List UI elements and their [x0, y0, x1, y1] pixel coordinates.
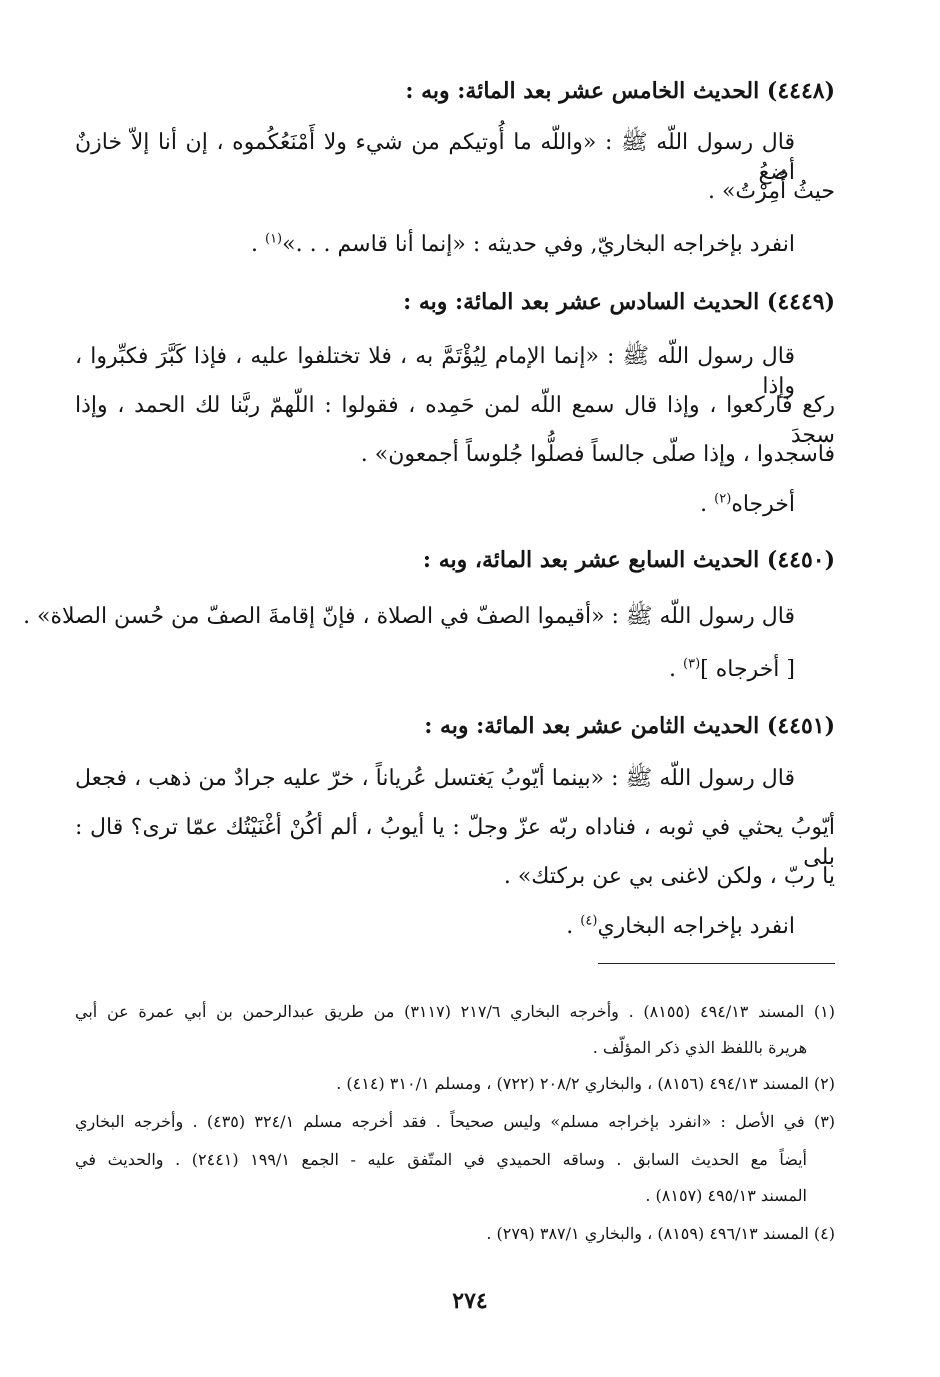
footnote-4-line-1: (٤) المسند ٤٩٦/١٣ (٨١٥٩) ، والبخاري ٣٨٧/١ (٢٧٩) . [486, 1224, 835, 1243]
hadith-4448-note-end: . [250, 232, 265, 257]
hadith-4451-note-end: . [566, 914, 581, 939]
footnote-3-line-2: أيضاً مع الحديث السابق . وساقه الحميدي في المتّفق عليه - الجمع ١٩٩/١ (٢٤٤١) . والحديث في [75, 1150, 807, 1169]
hadith-4451-note-text: انفرد بإخراجه البخاري [597, 914, 795, 939]
hadith-4451-heading: (٤٤٥١) الحديث الثامن عشر بعد المائة: وبه : [424, 713, 835, 739]
hadith-4448-heading: (٤٤٤٨) الحديث الخامس عشر بعد المائة: وبه : [405, 78, 835, 104]
hadith-4449-text-line-2: ركع فاركعوا ، وإذا قال سمع اللّه لمن حَمِده ، فقولوا : اللّهمّ ربَّنا لك الحمد ، وإذا سجدَ [75, 393, 835, 448]
footnote-1-line-2: هريرة باللفظ الذي ذكر المؤلّف . [592, 1038, 807, 1057]
hadith-4451-text-line-1: قال رسول اللّه ﷺ : «بينما أيّوبُ يَغتسل عُرياناً ، خرّ عليه جرادٌ من ذهب ، فجعل [75, 766, 795, 791]
footnote-2-line-1: (٢) المسند ٤٩٤/١٣ (٨١٥٦) ، والبخاري ٢٠٨/٢ (٧٢٢) ، ومسلم ٣١٠/١ (٤١٤) . [336, 1074, 835, 1093]
hadith-4449-heading: (٤٤٤٩) الحديث السادس عشر بعد المائة: وبه : [403, 289, 835, 315]
hadith-4449-note-text: أخرجاه [731, 492, 795, 517]
hadith-4451-note [75, 912, 835, 942]
footnote-separator [598, 963, 835, 964]
footnote-3-line-3: المسند ٤٩٥/١٣ (٨١٥٧) . [645, 1186, 807, 1205]
hadith-4448-text-line-2: حيثُ أُمِرْتُ» . [707, 179, 835, 204]
hadith-4450-note-text: [ أخرجاه ] [700, 657, 795, 682]
hadith-4449-text-line-3: فاسجدوا ، وإذا صلّى جالساً فصلُّوا جُلوساً أجمعون» . [360, 442, 835, 467]
hadith-4448-text-line-1: قال رسول اللّه ﷺ : «واللّه ما أُوتيكم من شيء ولا أَمْنَعُكُموه ، إن أنا إلاّ خازنٌ أضعُ [75, 130, 795, 185]
hadith-4448-note [75, 230, 835, 260]
hadith-4449-note-end: . [700, 492, 715, 517]
hadith-4449-text-line-1: قال رسول اللّه ﷺ : «إنما الإمام لِيُؤْتَمَّ به ، فلا تختلفوا عليه ، فإذا كَبَّرَ فكبِّروا ، وإذا [75, 344, 795, 399]
footnote-ref-3[interactable]: (٣) [683, 656, 701, 672]
footnote-ref-2[interactable]: (٢) [714, 491, 732, 507]
hadith-4450-text-line-1: قال رسول اللّه ﷺ : «أقيموا الصفّ في الصلاة ، فإنّ إقامةَ الصفّ من حُسن الصلاة» . [23, 604, 795, 629]
hadith-4451-text-line-2: أيّوبُ يحثي في ثوبه ، فناداه ربّه عزّ وجلّ : يا أيوبُ ، ألم أكُنْ أغْنَيْتُك عمّا ترى؟ قال : بلى [75, 815, 835, 870]
hadith-4450-heading: (٤٤٥٠) الحديث السابع عشر بعد المائة، وبه : [422, 547, 835, 573]
hadith-4450-note-end: . [669, 657, 684, 682]
hadith-4449-note [75, 490, 835, 520]
footnote-3-line-1: (٣) في الأصل : «انفرد بإخراجه مسلم» وليس صحيحاً . فقد أخرجه مسلم ٣٢٤/١ (٤٣٥) . وأخرجه البخاري [75, 1112, 836, 1131]
hadith-4450-note [75, 655, 835, 685]
footnote-ref-1[interactable]: (١) [264, 231, 283, 247]
hadith-4448-note-text: انفرد بإخراجه البخاريّ, وفي حديثه : «إنما أنا قاسم . . .» [282, 232, 795, 257]
hadith-4451-text-line-3: يا ربّ ، ولكن لاغنى بي عن بركتك» . [503, 864, 835, 889]
footnote-1-line-1: (١) المسند ٤٩٤/١٣ (٨١٥٥) . وأخرجه البخاري ٢١٧/٦ (٣١١٧) من طريق عبدالرحمن بن أبي عمرة عن أبي [75, 1002, 836, 1021]
page-number: ٢٧٤ [452, 1288, 488, 1314]
footnote-ref-4[interactable]: (٤) [580, 913, 598, 929]
